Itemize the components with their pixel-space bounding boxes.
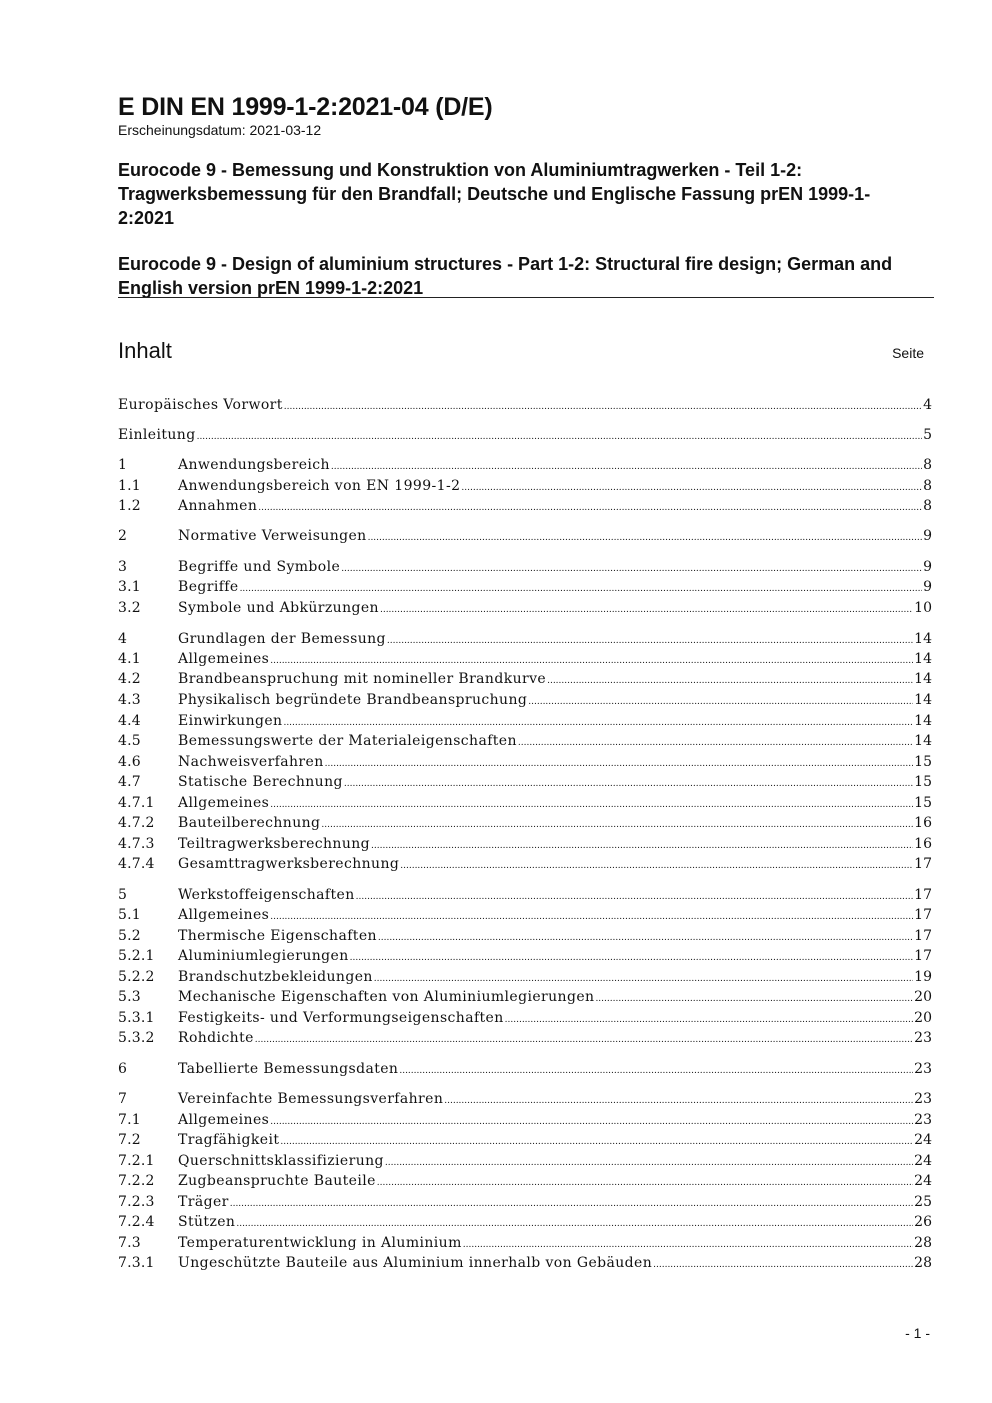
toc-entry[interactable] <box>118 1151 932 1171</box>
toc-entry[interactable] <box>118 731 932 751</box>
toc-entry-page: 15 <box>914 774 932 790</box>
toc-entry-title: Brandschutzbekleidungen <box>178 969 373 985</box>
toc-entry[interactable] <box>118 772 932 792</box>
toc-entry-number: 5.3 <box>118 989 141 1005</box>
toc-entry[interactable] <box>118 1059 932 1079</box>
toc-entry-title: Temperaturentwicklung in Aluminium <box>178 1235 462 1251</box>
toc-entry[interactable] <box>118 1089 932 1109</box>
document-code: E DIN EN 1999-1-2:2021-04 (D/E) <box>118 93 493 121</box>
toc-dot-leader <box>399 1059 913 1081</box>
toc-entry-number: 5.2.1 <box>118 948 155 964</box>
toc-dot-leader <box>240 577 923 599</box>
toc-dot-leader <box>547 669 913 691</box>
toc-dot-leader <box>385 1151 913 1173</box>
toc-entry[interactable] <box>118 752 932 772</box>
toc-dot-leader <box>374 967 913 989</box>
toc-entry-page: 4 <box>923 397 932 413</box>
toc-entry[interactable] <box>118 926 932 946</box>
toc-entry-title: Grundlagen der Bemessung <box>178 631 386 647</box>
toc-entry-title: Symbole und Abkürzungen <box>178 600 379 616</box>
toc-entry-number: 6 <box>118 1061 128 1077</box>
toc-dot-leader <box>528 690 913 712</box>
toc-entry-number: 5.3.1 <box>118 1010 155 1026</box>
toc-dot-leader <box>380 598 913 620</box>
toc-entry-number: 3.2 <box>118 600 141 616</box>
toc-dot-leader <box>331 455 922 477</box>
toc-entry-number: 4.7 <box>118 774 141 790</box>
toc-dot-leader <box>284 395 922 417</box>
toc-entry-page: 23 <box>914 1030 932 1046</box>
toc-entry-page: 26 <box>914 1214 932 1230</box>
toc-entry-title: Physikalisch begründete Brandbeanspruchung <box>178 692 528 708</box>
toc-entry-page: 24 <box>914 1173 932 1189</box>
toc-entry-title: Werkstoffeigenschaften <box>178 887 355 903</box>
toc-entry-title: Brandbeanspruchung mit nomineller Brandkurve <box>178 671 547 687</box>
toc-entry-page: 19 <box>914 969 932 985</box>
toc-dot-leader <box>356 885 914 907</box>
toc-entry[interactable] <box>118 1130 932 1150</box>
toc-entry-page: 14 <box>914 651 932 667</box>
toc-entry-number: 7.2.2 <box>118 1173 155 1189</box>
toc-entry-number: 7.2.1 <box>118 1153 155 1169</box>
toc-dot-leader <box>270 793 913 815</box>
toc-entry[interactable] <box>118 834 932 854</box>
toc-entry[interactable] <box>118 885 932 905</box>
toc-entry[interactable] <box>118 1253 932 1273</box>
toc-entry-title: Allgemeines <box>178 1112 270 1128</box>
toc-entry-page: 17 <box>914 948 932 964</box>
toc-dot-leader <box>255 1028 913 1050</box>
toc-entry-number: 4.1 <box>118 651 141 667</box>
toc-entry-number: 7.2.4 <box>118 1214 155 1230</box>
toc-entry-title: Festigkeits- und Verformungseigenschaften <box>178 1010 504 1026</box>
toc-dot-leader <box>258 496 922 518</box>
toc-entry-page: 17 <box>914 928 932 944</box>
toc-dot-leader <box>321 813 913 835</box>
toc-entry[interactable] <box>118 1028 932 1048</box>
toc-entry-page: 24 <box>914 1132 932 1148</box>
toc-entry-title: Bauteilberechnung <box>178 815 321 831</box>
toc-entry-page: 9 <box>923 559 932 575</box>
toc-entry-page: 23 <box>914 1091 932 1107</box>
toc-entry-number: 4.6 <box>118 754 141 770</box>
toc-dot-leader <box>280 1130 913 1152</box>
toc-entry-title: Einleitung <box>118 427 196 443</box>
toc-entry-title: Rohdichte <box>178 1030 254 1046</box>
toc-dot-leader <box>595 987 913 1009</box>
toc-entry[interactable] <box>118 711 932 731</box>
title-english: Eurocode 9 - Design of aluminium structures - Part 1-2: Structural fire design; German and English version prEN 1999-1-2:2021 <box>118 254 893 298</box>
toc-entry-page: 8 <box>923 498 932 514</box>
toc-entry-number: 1 <box>118 457 128 473</box>
toc-entry-title: Anwendungsbereich <box>178 457 330 473</box>
toc-dot-leader <box>444 1089 913 1111</box>
toc-entry-title: Europäisches Vorwort <box>118 397 283 413</box>
toc-entry-number: 7.1 <box>118 1112 141 1128</box>
toc-entry-title: Querschnittsklassifizierung <box>178 1153 384 1169</box>
toc-entry-number: 2 <box>118 528 128 544</box>
toc-entry[interactable] <box>118 967 932 987</box>
toc-entry[interactable] <box>118 557 932 577</box>
toc-entry[interactable] <box>118 496 932 516</box>
toc-entry-number: 7.2 <box>118 1132 141 1148</box>
toc-entry-page: 17 <box>914 856 932 872</box>
toc-entry-page: 20 <box>914 989 932 1005</box>
toc-entry-page: 25 <box>914 1194 932 1210</box>
toc-entry-number: 3 <box>118 559 128 575</box>
toc-entry-page: 8 <box>923 457 932 473</box>
toc-entry-number: 4.7.4 <box>118 856 155 872</box>
toc-entry-page: 14 <box>914 713 932 729</box>
toc-entry-title: Träger <box>178 1194 229 1210</box>
toc-entry-number: 4 <box>118 631 128 647</box>
toc-entry[interactable] <box>118 455 932 475</box>
toc-entry-number: 5.2 <box>118 928 141 944</box>
toc-dot-leader <box>230 1192 913 1214</box>
toc-entry[interactable] <box>118 987 932 1007</box>
toc-entry[interactable] <box>118 1110 932 1130</box>
toc-entry[interactable] <box>118 1233 932 1253</box>
toc-entry-page: 20 <box>914 1010 932 1026</box>
toc-entry-number: 1.1 <box>118 478 141 494</box>
toc-entry[interactable] <box>118 946 932 966</box>
toc-dot-leader <box>270 649 913 671</box>
toc-entry-number: 7.2.3 <box>118 1194 155 1210</box>
toc-entry-page: 10 <box>914 600 932 616</box>
toc-entry-number: 4.7.3 <box>118 836 155 852</box>
toc-entry-page: 28 <box>914 1235 932 1251</box>
toc-entry-number: 4.5 <box>118 733 141 749</box>
toc-dot-leader <box>653 1253 913 1275</box>
toc-dot-leader <box>236 1212 913 1234</box>
toc-entry-title: Tabellierte Bemessungsdaten <box>178 1061 399 1077</box>
toc-entry-title: Ungeschützte Bauteile aus Aluminium innerhalb von Gebäuden <box>178 1255 653 1271</box>
toc-entry-title: Tragfähigkeit <box>178 1132 280 1148</box>
toc-entry-number: 4.2 <box>118 671 141 687</box>
toc-entry[interactable] <box>118 598 932 618</box>
toc-entry-title: Bemessungswerte der Materialeigenschaften <box>178 733 517 749</box>
toc-entry-title: Allgemeines <box>178 651 270 667</box>
publication-date: Erscheinungsdatum: 2021-03-12 <box>118 122 322 138</box>
toc-entry-page: 9 <box>923 528 932 544</box>
toc-entry-number: 5.1 <box>118 907 141 923</box>
toc-dot-leader <box>270 905 913 927</box>
toc-entry-title: Aluminiumlegierungen <box>178 948 349 964</box>
toc-entry-title: Statische Berechnung <box>178 774 343 790</box>
toc-entry-title: Begriffe <box>178 579 239 595</box>
toc-dot-leader <box>378 926 913 948</box>
toc-entry-page: 8 <box>923 478 932 494</box>
title-divider <box>118 297 934 298</box>
toc-entry[interactable] <box>118 1008 932 1028</box>
toc-entry[interactable] <box>118 905 932 925</box>
toc-entry-page: 14 <box>914 671 932 687</box>
toc-dot-leader <box>350 946 914 968</box>
toc-entry-number: 5.2.2 <box>118 969 155 985</box>
toc-entry-title: Nachweisverfahren <box>178 754 324 770</box>
toc-entry[interactable] <box>118 669 932 689</box>
toc-entry[interactable] <box>118 395 932 415</box>
toc-dot-leader <box>505 1008 914 1030</box>
toc-entry-page: 14 <box>914 733 932 749</box>
toc-entry-page: 15 <box>914 795 932 811</box>
toc-entry[interactable] <box>118 1212 932 1232</box>
toc-dot-leader <box>463 1233 913 1255</box>
toc-entry-title: Anwendungsbereich von EN 1999-1-2 <box>178 478 461 494</box>
toc-entry-title: Zugbeanspruchte Bauteile <box>178 1173 376 1189</box>
toc-entry-number: 4.7.2 <box>118 815 155 831</box>
toc-entry[interactable] <box>118 813 932 833</box>
toc-dot-leader <box>461 476 922 498</box>
toc-entry-title: Normative Verweisungen <box>178 528 367 544</box>
toc-entry[interactable] <box>118 854 932 874</box>
toc-entry-title: Allgemeines <box>178 795 270 811</box>
toc-entry-page: 15 <box>914 754 932 770</box>
toc-entry-title: Gesamttragwerksberechnung <box>178 856 400 872</box>
toc-entry-number: 4.7.1 <box>118 795 155 811</box>
toc-entry-number: 3.1 <box>118 579 141 595</box>
toc-entry-title: Begriffe und Symbole <box>178 559 341 575</box>
toc-dot-leader <box>341 557 922 579</box>
toc-entry[interactable] <box>118 793 932 813</box>
toc-dot-leader <box>387 629 913 651</box>
toc-entry-title: Thermische Eigenschaften <box>178 928 377 944</box>
toc-dot-leader <box>325 752 914 774</box>
toc-entry[interactable] <box>118 577 932 597</box>
toc-entry-title: Stützen <box>178 1214 236 1230</box>
toc-dot-leader <box>270 1110 913 1132</box>
toc-entry-number: 7 <box>118 1091 128 1107</box>
toc-entry-page: 28 <box>914 1255 932 1271</box>
toc-entry-page: 17 <box>914 887 932 903</box>
toc-entry-page: 17 <box>914 907 932 923</box>
toc-entry-number: 4.3 <box>118 692 141 708</box>
toc-entry-title: Allgemeines <box>178 907 270 923</box>
toc-entry-number: 4.4 <box>118 713 141 729</box>
toc-dot-leader <box>377 1171 913 1193</box>
toc-entry[interactable] <box>118 629 932 649</box>
toc-entry-page: 5 <box>923 427 932 443</box>
toc-dot-leader <box>344 772 913 794</box>
toc-entry[interactable] <box>118 526 932 546</box>
toc-entry-page: 14 <box>914 692 932 708</box>
page-number: - 1 - <box>905 1325 930 1341</box>
page-column-label: Seite <box>892 345 924 361</box>
toc-entry-page: 24 <box>914 1153 932 1169</box>
toc-entry[interactable] <box>118 1192 932 1212</box>
title-german: Eurocode 9 - Bemessung und Konstruktion von Aluminiumtragwerken - Teil 1-2: Tragwerksbemessung für den Brandfall; Deutsche und Englische Fassung prEN 1999-1-2:2021 <box>118 160 871 228</box>
toc-entry-number: 1.2 <box>118 498 141 514</box>
toc-entry-number: 7.3 <box>118 1235 141 1251</box>
toc-dot-leader <box>368 526 923 548</box>
toc-entry-title: Annahmen <box>178 498 258 514</box>
toc-entry[interactable] <box>118 476 932 496</box>
toc-entry-title: Einwirkungen <box>178 713 283 729</box>
toc-dot-leader <box>371 834 913 856</box>
toc-dot-leader <box>283 711 913 733</box>
toc-entry-number: 5.3.2 <box>118 1030 155 1046</box>
toc-entry[interactable] <box>118 425 932 445</box>
toc-entry-page: 16 <box>914 815 932 831</box>
toc-entry-title: Vereinfachte Bemessungsverfahren <box>178 1091 444 1107</box>
toc-entry[interactable] <box>118 690 932 710</box>
toc-entry-title: Mechanische Eigenschaften von Aluminiumlegierungen <box>178 989 595 1005</box>
toc-entry-number: 5 <box>118 887 128 903</box>
toc-entry-title: Teiltragwerksberechnung <box>178 836 371 852</box>
toc-entry-page: 14 <box>914 631 932 647</box>
toc-entry-page: 23 <box>914 1061 932 1077</box>
toc-entry-number: 7.3.1 <box>118 1255 155 1271</box>
toc-heading: Inhalt <box>118 338 172 363</box>
toc-entry[interactable] <box>118 649 932 669</box>
toc-entry[interactable] <box>118 1171 932 1191</box>
toc-dot-leader <box>197 425 923 447</box>
toc-entry-page: 23 <box>914 1112 932 1128</box>
toc-dot-leader <box>400 854 913 876</box>
toc-dot-leader <box>518 731 913 753</box>
toc-entry-page: 16 <box>914 836 932 852</box>
toc-entry-page: 9 <box>923 579 932 595</box>
